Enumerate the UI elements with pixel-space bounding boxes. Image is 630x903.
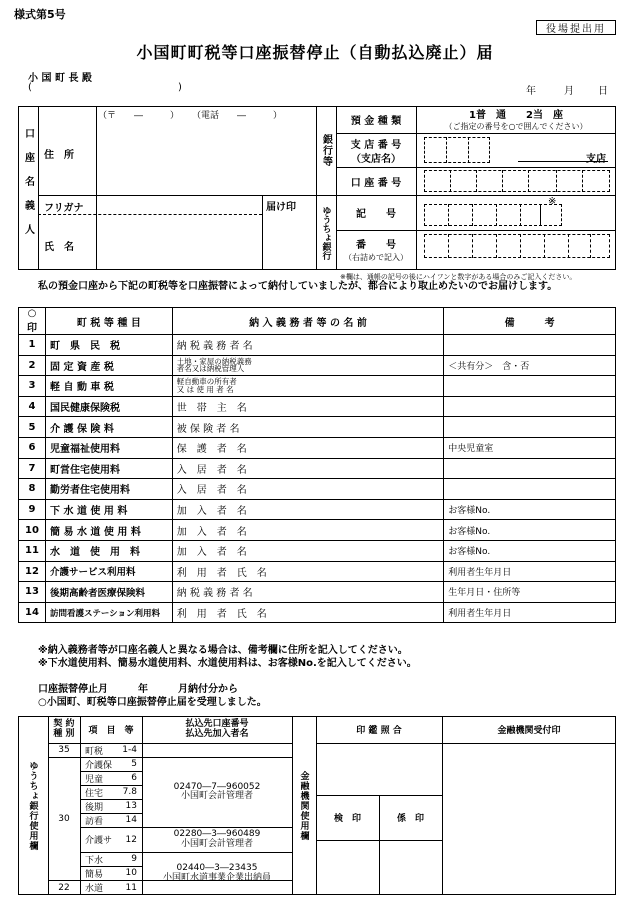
symbol-mark: ※ <box>548 196 557 207</box>
bottom-item-label: 町税 <box>85 746 104 757</box>
row-remark[interactable] <box>444 335 616 356</box>
payee-account-1-number: 02470―7―960052 <box>173 781 261 792</box>
financial-use-label: 金融機関使用欄 <box>298 770 309 841</box>
row-payer-name[interactable]: 利 用 者 氏 名 <box>172 602 444 623</box>
row-remark[interactable] <box>444 458 616 479</box>
row-payer-name[interactable]: 加 入 者 名 <box>172 520 444 541</box>
date-month: 月 <box>564 86 574 97</box>
bottom-item-label: 介護サ <box>85 836 113 846</box>
furigana-field[interactable] <box>98 197 260 213</box>
payee-account-2-name: 小国町会計管理者 <box>180 838 253 849</box>
table-row <box>19 479 616 500</box>
row-number[interactable]: 13 <box>19 582 46 603</box>
bottom-item-code: 11 <box>125 882 137 893</box>
deposit-type-note: （ご指定の番号を○で囲んでください） <box>444 121 588 131</box>
inspect-seal-label: 検 印 <box>333 814 361 824</box>
row-number[interactable]: 12 <box>19 561 46 582</box>
row-tax-type: 勤労者住宅使用料 <box>45 479 172 500</box>
table-row <box>19 437 616 458</box>
yucho-use-label: ゆうちょ銀行使用欄 <box>27 760 38 851</box>
payee-account-2 <box>142 827 292 852</box>
row-tax-type: 町営住宅使用料 <box>45 458 172 479</box>
bottom-item-label: 後期 <box>85 802 104 813</box>
bottom-item-label: 住宅 <box>85 788 104 799</box>
postal-code[interactable]: （〒 ― ） <box>98 111 180 121</box>
note-2: ※下水道使用料、簡易水道使用料、水道使用料は、お客様No.を記入してください。 <box>38 658 417 669</box>
bottom-item-code: 10 <box>125 868 137 878</box>
received-line: ○小国町、町税等口座振替停止届を受理しました。 <box>38 697 267 708</box>
number-note: （右詰めで記入） <box>344 252 408 262</box>
row-number[interactable]: 14 <box>19 602 46 623</box>
row-remark[interactable] <box>444 417 616 438</box>
table-row <box>19 499 616 520</box>
account-holder-label: 口 座 名 義 人 <box>22 128 34 248</box>
payee-account-1 <box>142 757 292 827</box>
page-title: 小国町町税等口座振替停止（自動払込廃止）届 <box>136 42 494 62</box>
bottom-item-label: 訪看 <box>85 816 104 827</box>
row-number[interactable]: 7 <box>19 458 46 479</box>
header-tax: 町 税 等 種 目 <box>45 308 172 335</box>
bottom-item-label: 水道 <box>85 884 104 894</box>
number-boxes[interactable] <box>424 234 610 258</box>
table-row <box>19 335 616 356</box>
date-year: 年 <box>526 86 536 97</box>
row-payer-name[interactable]: 世 帯 主 名 <box>172 396 444 417</box>
date-day: 日 <box>598 86 608 97</box>
table-row <box>19 561 616 582</box>
yucho-label: ゆうちょ銀行 <box>320 205 331 260</box>
symbol-label: 記 号 <box>356 209 396 220</box>
row-number[interactable]: 1 <box>19 335 46 356</box>
bottom-item-code: 9 <box>131 854 137 864</box>
branch-label: 支 店 番 号 <box>350 139 402 151</box>
row-tax-type: 訪問看護ステーション利用料 <box>45 602 172 623</box>
bottom-item-label: 児童 <box>85 774 104 785</box>
row-payer-name[interactable]: 被 保 険 者 名 <box>172 417 444 438</box>
table-row <box>19 355 616 376</box>
row-remark[interactable]: 利用者生年月日 <box>444 602 616 623</box>
tax-list-table <box>18 307 616 623</box>
row-tax-type: 後期高齢者医療保険料 <box>45 582 172 603</box>
office-stamp-label: 役場提出用 <box>536 20 616 35</box>
bottom-item <box>82 827 140 852</box>
statement-text: 私の預金口座から下記の町税等を口座振替によって納付していましたが、都合により取止めたいのでお届けします。 <box>38 281 558 292</box>
bottom-item-code: 13 <box>125 801 137 811</box>
row-remark[interactable]: 生年月日・住所等 <box>444 582 616 603</box>
row-tax-type: 水 道 使 用 料 <box>45 540 172 561</box>
row-tax-type: 固 定 資 産 税 <box>45 355 172 376</box>
header-remark: 備 考 <box>444 308 616 335</box>
payee-account-3 <box>142 852 292 895</box>
payee-account-3-number: 02440―3―23435 <box>176 863 258 874</box>
bottom-item <box>82 771 140 785</box>
kind-22: 22 <box>58 882 70 893</box>
notes <box>38 644 417 670</box>
row-tax-type: 軽 自 動 車 税 <box>45 376 172 397</box>
row-tax-type: 国民健康保険税 <box>45 396 172 417</box>
item-header: 項 目 等 <box>88 726 134 736</box>
row-tax-type: 介護サービス利用料 <box>45 561 172 582</box>
bottom-item <box>82 799 140 813</box>
branch-name-label: （支店名） <box>351 153 401 165</box>
row-number[interactable]: 6 <box>19 437 46 458</box>
branch-number-boxes[interactable] <box>424 137 490 163</box>
row-tax-type: 簡 易 水 道 使 用 料 <box>45 520 172 541</box>
row-payer-name[interactable]: 入 居 者 名 <box>172 458 444 479</box>
row-payer-name[interactable]: 加 入 者 名 <box>172 499 444 520</box>
bottom-item <box>82 813 140 827</box>
addressee: 小 国 町 長 殿 <box>28 73 92 84</box>
row-payer-name[interactable]: 土地・家屋の納税義務 者名又は納税管理人 <box>172 355 444 376</box>
kind-35: 35 <box>58 745 70 755</box>
row-remark[interactable]: お客様No. <box>444 499 616 520</box>
row-payer-name[interactable]: 軽自動車の所有者 又 は 使 用 者 名 <box>172 376 444 397</box>
row-remark[interactable]: お客様No. <box>444 540 616 561</box>
clerk-seal-label: 係 印 <box>396 814 424 824</box>
row-tax-type: 町 県 民 税 <box>45 335 172 356</box>
deposit-type-label: 預 金 種 類 <box>350 116 402 127</box>
bank-label: 銀行等 <box>320 134 332 167</box>
table-row <box>19 396 616 417</box>
table-header-row <box>19 308 616 335</box>
row-tax-type: 下 水 道 使 用 料 <box>45 499 172 520</box>
bottom-item <box>82 785 140 799</box>
row-payer-name[interactable]: 保 護 者 名 <box>172 437 444 458</box>
seal-field[interactable] <box>264 210 314 268</box>
payee-account-1-name: 小国町会計管理者 <box>180 791 253 801</box>
form-number: 様式第5号 <box>14 8 66 21</box>
bottom-item <box>82 757 140 771</box>
row-number[interactable]: 2 <box>19 355 46 376</box>
row-payer-name[interactable]: 納 税 義 務 者 名 <box>172 335 444 356</box>
row-remark[interactable]: お客様No. <box>444 520 616 541</box>
stop-month-line[interactable]: 口座振替停止月 年 月納付分から <box>38 684 238 695</box>
kind-30: 30 <box>58 813 70 824</box>
row-payer-name[interactable]: 加 入 者 名 <box>172 540 444 561</box>
bottom-item-code: 6 <box>131 773 137 783</box>
row-number[interactable]: 10 <box>19 520 46 541</box>
stop-info <box>38 683 267 709</box>
row-number[interactable]: 8 <box>19 479 46 500</box>
name-label: 氏 名 <box>44 242 74 253</box>
address-label: 住 所 <box>44 150 74 161</box>
row-payer-name[interactable]: 利 用 者 氏 名 <box>172 561 444 582</box>
table-row <box>19 582 616 603</box>
furigana-label: フリガナ <box>44 203 84 214</box>
financial-receipt-label: 金融機関受付印 <box>497 726 561 736</box>
payee-account-3-name: 小国町水道事業企業出納員 <box>162 872 271 883</box>
bottom-item-code: 7.8 <box>122 787 137 797</box>
table-row <box>19 458 616 479</box>
row-payer-name[interactable]: 入 居 者 名 <box>172 479 444 500</box>
deposit-type-options[interactable]: 1普 通 2当 座 <box>469 109 563 121</box>
bottom-item-code: 14 <box>125 815 137 825</box>
bottom-item <box>82 743 140 757</box>
bottom-item-label: 簡易 <box>85 869 104 880</box>
account-header: 払込先口座番号 払込先加入者名 <box>185 719 249 739</box>
bottom-item-code: 12 <box>125 834 137 845</box>
header-name: 納 入 義 務 者 等 の 名 前 <box>172 308 444 335</box>
bottom-item <box>82 852 140 866</box>
phone-number[interactable]: （電話 ― ） <box>192 111 283 121</box>
row-remark[interactable] <box>444 479 616 500</box>
table-row <box>19 417 616 438</box>
bottom-item-label: 下水 <box>85 855 104 866</box>
address-field[interactable] <box>98 122 314 194</box>
row-remark[interactable]: ＜共有分＞ 含・否 <box>444 355 616 376</box>
row-tax-type: 介 護 保 険 料 <box>45 417 172 438</box>
row-remark[interactable] <box>444 376 616 397</box>
row-number[interactable]: 11 <box>19 540 46 561</box>
seal-check-label: 印 鑑 照 合 <box>356 726 402 736</box>
table-row <box>19 602 616 623</box>
payee-account-2-number: 02280―3―960489 <box>173 829 261 840</box>
row-remark[interactable]: 中央児童室 <box>444 437 616 458</box>
account-footnote: ※欄は、通帳の記号の後にハイフンと数字がある場合のみご記入ください。 <box>340 273 577 281</box>
bottom-item <box>82 866 140 880</box>
table-row <box>19 540 616 561</box>
contract-kind-header: 契 約 種 別 <box>53 719 75 739</box>
row-payer-name[interactable]: 納 税 義 務 者 名 <box>172 582 444 603</box>
table-row <box>19 376 616 397</box>
branch-suffix: 支店 <box>586 154 606 165</box>
name-field[interactable] <box>98 216 260 268</box>
seal-label: 届け印 <box>266 202 296 213</box>
row-remark[interactable] <box>444 396 616 417</box>
row-number[interactable]: 9 <box>19 499 46 520</box>
row-number[interactable]: 3 <box>19 376 46 397</box>
bottom-item-code: 5 <box>131 759 137 769</box>
symbol-boxes[interactable] <box>424 204 562 226</box>
number-label: 番 号 <box>356 239 396 251</box>
row-number[interactable]: 4 <box>19 396 46 417</box>
note-1: ※納入義務者等が口座名義人と異なる場合は、備考欄に住所を記入してください。 <box>38 645 408 656</box>
bottom-item-label: 介護保 <box>85 760 113 771</box>
table-row <box>19 520 616 541</box>
header-mark: ○印 <box>19 308 46 335</box>
row-number[interactable]: 5 <box>19 417 46 438</box>
row-remark[interactable]: 利用者生年月日 <box>444 561 616 582</box>
bottom-item <box>82 880 140 895</box>
bottom-item-code: 1-4 <box>122 745 137 755</box>
paren-open: ( <box>28 82 32 93</box>
paren-close: ) <box>178 82 182 93</box>
row-tax-type: 児童福祉使用料 <box>45 437 172 458</box>
account-number-label: 口 座 番 号 <box>350 177 402 189</box>
